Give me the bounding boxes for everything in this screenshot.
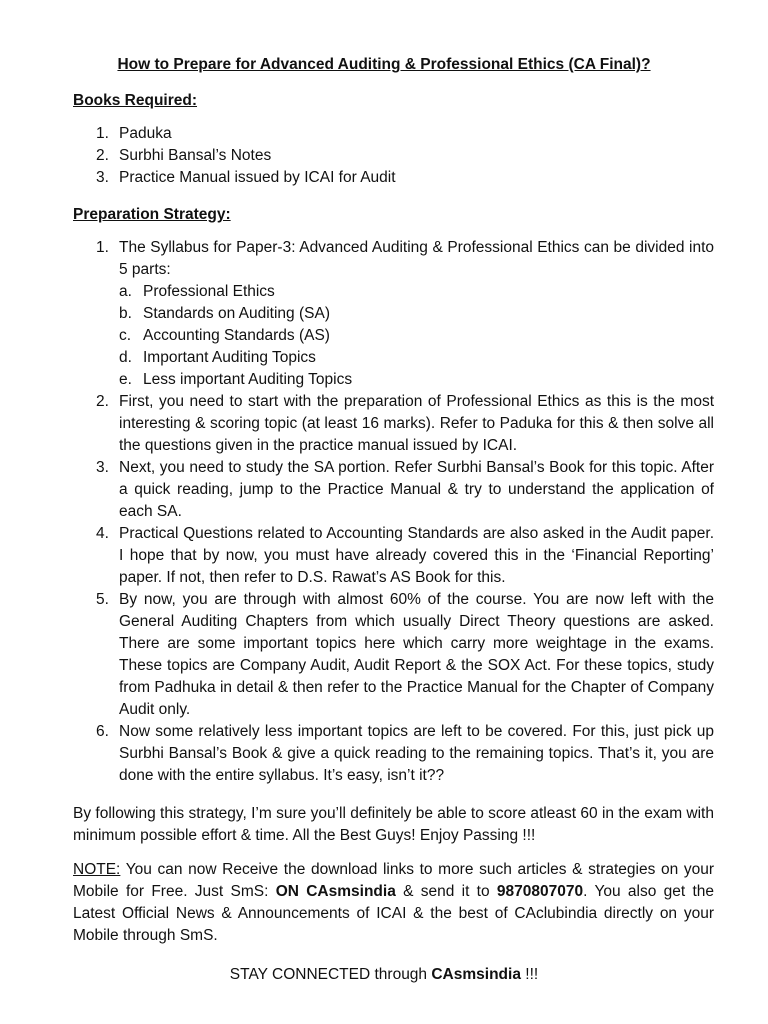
footer-text: !!! xyxy=(520,966,539,983)
note-text: . You also get the Latest Official News & Announcements of ICAI & the best of CAclubindia directly on your Mobile through SmS. xyxy=(73,883,714,944)
list-text: Practical Questions related to Accounting Standards are also asked in the Audit paper. I hope that by now, you must have already covered this in the ‘Financial Reporting’ paper. If not, then refer to D.S. Rawat’s AS Book for this. xyxy=(119,525,714,586)
sub-list-item xyxy=(119,303,714,325)
note-text: You can now Receive the download links to more such articles & strategies on your Mobile for Free. Just SmS: xyxy=(73,861,714,900)
list-item xyxy=(96,123,714,145)
list-number: 1. xyxy=(96,239,109,256)
note-label: NOTE: xyxy=(73,861,121,878)
list-item xyxy=(96,589,714,721)
sub-list-text: Professional Ethics xyxy=(143,283,275,300)
list-number: 4. xyxy=(96,525,109,542)
list-text: Surbhi Bansal’s Notes xyxy=(119,147,272,164)
sub-list-item xyxy=(119,281,714,303)
sub-list-text: Accounting Standards (AS) xyxy=(143,327,330,344)
list-text: Now some relatively less important topics are left to be covered. For this, just pick up Surbhi Bansal’s Book & give a quick reading to the remaining topics. That’s it, you are done with the entire syllabus. It’s easy, isn’t it?? xyxy=(119,723,714,784)
list-text: Practice Manual issued by ICAI for Audit xyxy=(119,169,396,186)
note-text: & send it to xyxy=(395,883,497,900)
list-item xyxy=(96,721,714,787)
list-text: Paduka xyxy=(119,125,172,142)
list-text: Next, you need to study the SA portion. Refer Surbhi Bansal’s Book for this topic. After a quick reading, jump to the Practice Manual & try to understand the application of each SA. xyxy=(119,459,714,520)
sub-list-text: Important Auditing Topics xyxy=(143,349,316,366)
list-item xyxy=(96,167,714,189)
sub-list-letter: a. xyxy=(119,283,132,300)
closing-paragraph: By following this strategy, I’m sure you’ll definitely be able to score atleast 60 in the exam with minimum possible effort & time. All the Best Guys! Enjoy Passing !!! xyxy=(73,805,714,844)
sms-code: ON CAsmsindia xyxy=(275,883,396,900)
sub-list-item xyxy=(119,369,714,391)
list-number: 6. xyxy=(96,723,109,740)
sub-list-letter: d. xyxy=(119,349,132,366)
footer-text: STAY CONNECTED through xyxy=(229,966,432,983)
list-number: 3. xyxy=(96,459,109,476)
sub-list-letter: e. xyxy=(119,371,132,388)
page-title: How to Prepare for Advanced Auditing & Professional Ethics (CA Final)? xyxy=(117,56,651,73)
footer-line xyxy=(0,964,768,986)
strategy-list xyxy=(96,237,714,787)
list-item xyxy=(96,457,714,523)
list-item xyxy=(96,145,714,167)
list-number: 5. xyxy=(96,591,109,608)
sub-list-text: Less important Auditing Topics xyxy=(143,371,353,388)
strategy-heading: Preparation Strategy: xyxy=(73,206,231,223)
list-number: 2. xyxy=(96,147,109,164)
sub-list-letter: c. xyxy=(119,327,132,344)
list-item xyxy=(96,391,714,457)
sub-list-item xyxy=(119,347,714,369)
sub-list-letter: b. xyxy=(119,305,132,322)
list-number: 3. xyxy=(96,169,109,186)
books-heading: Books Required: xyxy=(73,92,198,109)
footer-brand: CAsmsindia xyxy=(431,966,521,983)
list-number: 2. xyxy=(96,393,109,410)
list-number: 1. xyxy=(96,125,109,142)
list-text: First, you need to start with the preparation of Professional Ethics as this is the most interesting & scoring topic (at least 16 marks). Refer to Paduka for this & then solve all the questions given in the practice manual issued by ICAI. xyxy=(119,393,714,454)
books-list xyxy=(96,123,714,189)
list-text: By now, you are through with almost 60% of the course. You are now left with the General Auditing Chapters from which usually Direct Theory questions are asked. There are some important topics here which carry more weightage in the exams. These topics are Company Audit, Audit Report & the SOX Act. For these topics, study from Padhuka in detail & then refer to the Practice Manual for the Chapter of Company Audit only. xyxy=(119,591,714,718)
list-item xyxy=(96,237,714,391)
list-text: The Syllabus for Paper-3: Advanced Auditing & Professional Ethics can be divided into 5 parts: xyxy=(119,239,714,278)
phone-number: 9870807070 xyxy=(496,883,584,900)
syllabus-parts-list xyxy=(119,281,714,391)
sub-list-item xyxy=(119,325,714,347)
sub-list-text: Standards on Auditing (SA) xyxy=(143,305,330,322)
list-item xyxy=(96,523,714,589)
note-paragraph xyxy=(73,859,714,947)
